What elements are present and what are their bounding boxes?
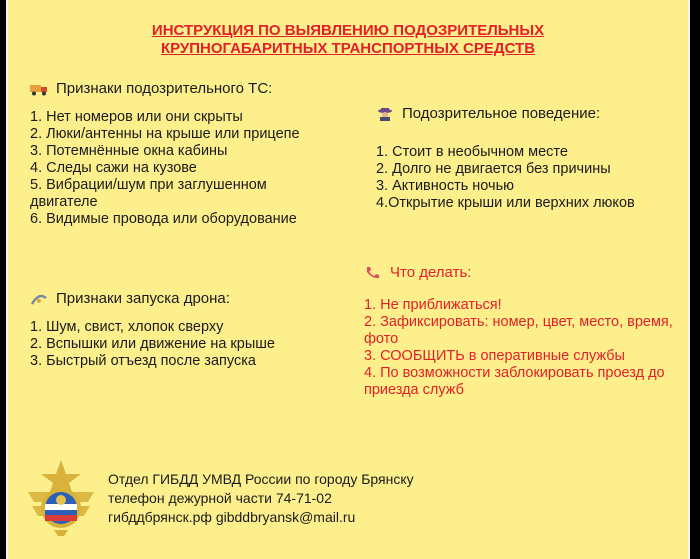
list-item: 3. Потемнённые окна кабины <box>30 143 228 159</box>
todo-heading: Что делать: <box>364 264 680 281</box>
list-item: 3. Быстрый отъезд после запуска <box>30 353 256 369</box>
drone-section <box>30 290 330 370</box>
list-item: 4. Следы сажи на кузове <box>30 160 197 176</box>
satellite-icon <box>30 292 48 306</box>
list-item: 6. Видимые провода или оборудование <box>30 211 297 227</box>
list-item: 5. Вибрации/шум при заглушенном двигателе <box>30 177 267 210</box>
title-line-1: ИНСТРУКЦИЯ ПО ВЫЯВЛЕНИЮ ПОДОЗРИТЕЛЬНЫХ <box>151 22 545 39</box>
instruction-page <box>6 0 690 559</box>
vehicle-signs-section <box>30 80 330 228</box>
list-item: 4.Открытие крыши или верхних люков <box>376 195 635 211</box>
gibdd-emblem-icon <box>24 458 98 538</box>
behavior-heading: Подозрительное поведение: <box>376 105 676 122</box>
spy-icon <box>376 107 394 121</box>
behavior-section <box>376 105 676 212</box>
list-item: 3. СООБЩИТЬ в оперативные службы <box>364 348 625 364</box>
behavior-list <box>376 144 676 212</box>
truck-icon <box>30 82 48 96</box>
vehicle-signs-list <box>30 109 330 228</box>
footer-phone: телефон дежурной части 74-71-02 <box>108 490 332 506</box>
title-line-2: КРУПНОГАБАРИТНЫХ ТРАНСПОРТНЫХ СРЕДСТВ <box>160 40 536 57</box>
list-item: 2. Люки/антенны на крыше или прицепе <box>30 126 300 142</box>
todo-list <box>364 297 680 399</box>
todo-section <box>364 264 680 399</box>
drone-list <box>30 319 330 370</box>
page-title <box>8 22 688 58</box>
phone-icon <box>364 266 382 280</box>
drone-heading: Признаки запуска дрона: <box>30 290 330 307</box>
list-item: 4. По возможности заблокировать проезд до приезда служб <box>364 365 665 398</box>
footer-web-email[interactable]: гибддбрянск.рф gibddbryansk@mail.ru <box>108 509 356 525</box>
list-item: 2. Вспышки или движение на крыше <box>30 336 275 352</box>
list-item: 1. Шум, свист, хлопок сверху <box>30 319 224 335</box>
footer-department: Отдел ГИБДД УМВД России по городу Брянску <box>108 471 414 487</box>
list-item: 1. Стоит в необычном месте <box>376 144 568 160</box>
list-item: 3. Активность ночью <box>376 178 515 194</box>
list-item: 2. Долго не двигается без причины <box>376 161 611 177</box>
list-item: 2. Зафиксировать: номер, цвет, место, время, фото <box>364 314 673 347</box>
list-item: 1. Не приближаться! <box>364 297 502 313</box>
vehicle-signs-heading: Признаки подозрительного ТС: <box>30 80 330 97</box>
footer-contacts <box>108 470 414 527</box>
list-item: 1. Нет номеров или они скрыты <box>30 109 243 125</box>
